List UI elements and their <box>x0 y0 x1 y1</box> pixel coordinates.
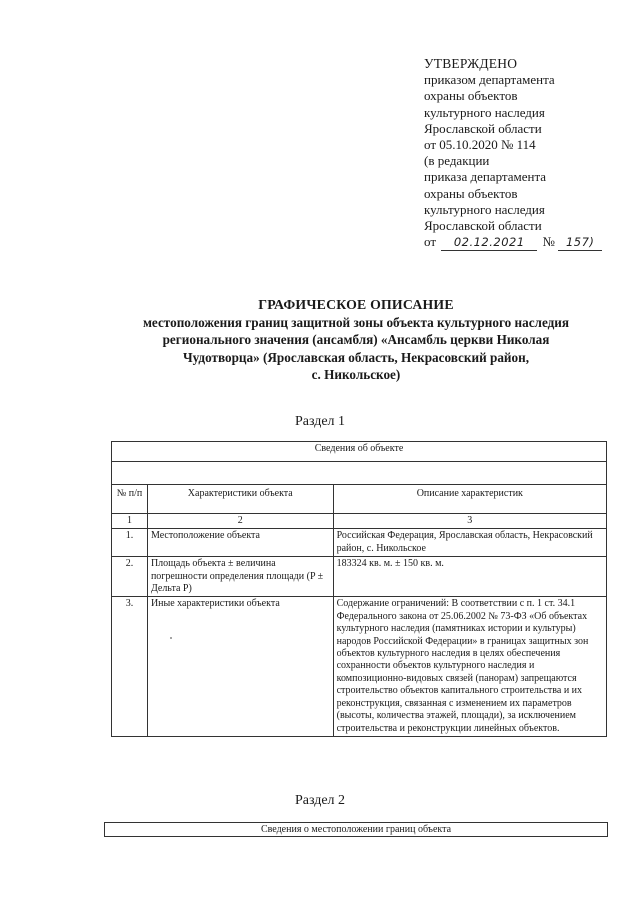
column-number: 2 <box>147 514 333 529</box>
approval-line: культурного наследия <box>424 201 545 217</box>
document-title <box>96 296 616 384</box>
approval-number-prefix: № <box>542 234 555 250</box>
row-number: 1. <box>112 529 148 557</box>
section-1-label: Раздел 1 <box>294 414 346 429</box>
title-line: регионального значения (ансамбля) «Ансамбль церкви Николая <box>162 332 550 347</box>
row-characteristic: Местоположение объекта <box>147 529 333 557</box>
header-number: № п/п <box>112 485 148 514</box>
approval-block <box>424 56 634 251</box>
object-info-table <box>111 441 607 737</box>
table-row <box>112 529 607 557</box>
approval-heading: УТВЕРЖДЕНО <box>424 56 518 71</box>
table-title: Сведения об объекте <box>112 442 607 462</box>
column-number: 3 <box>333 514 606 529</box>
table-spacer-row <box>112 462 607 485</box>
approval-line: приказа департамента <box>424 169 547 185</box>
row-description: 183324 кв. м. ± 150 кв. м. <box>333 557 606 597</box>
table-header-row <box>112 485 607 514</box>
approval-line: (в редакции <box>424 153 490 169</box>
table-title-row <box>112 442 607 462</box>
column-number: 1 <box>112 514 148 529</box>
row-description: Содержание ограничений: В соответствии с п. 1 ст. 34.1 Федерального закона от 25.06.2002 № 73-ФЗ «Об объектах культурного наследия (памятниках истории и культуры) народов Российской Федерации» в границах защитных зон объектов культурного наследия в целях обеспечения сохранности объектов культурного наследия и композиционно-видовых связей (панорам) запрещаются строительство объектов капитального строительства и их реконструкция, связанная с изменением их параметров (высоты, количества этажей, площади), за исключением строительства и реконструкции линейных объектов. <box>333 597 606 736</box>
approval-line: от 05.10.2020 № 114 <box>424 137 536 153</box>
column-number-row <box>112 514 607 529</box>
handwritten-date: 02.12.2021 <box>441 234 537 251</box>
approval-line: охраны объектов <box>424 88 518 104</box>
title-heading: ГРАФИЧЕСКОЕ ОПИСАНИЕ <box>258 297 454 312</box>
approval-line: приказом департамента <box>424 72 555 88</box>
row-description: Российская Федерация, Ярославская область, Некрасовский район, с. Никольское <box>333 529 606 557</box>
table-row <box>112 597 607 736</box>
row-characteristic: Иные характеристики объекта <box>147 597 333 736</box>
header-description: Описание характеристик <box>333 485 606 514</box>
row-characteristic: Площадь объекта ± величина погрешности определения площади (P ± Дельта P) <box>147 557 333 597</box>
title-line: местоположения границ защитной зоны объекта культурного наследия <box>142 314 570 330</box>
title-line: Чудотворца» (Ярославская область, Некрасовский район, <box>182 349 530 365</box>
approval-line: охраны объектов <box>424 185 518 201</box>
approval-date-prefix: от <box>424 234 437 250</box>
approval-line: Ярославской области <box>424 120 542 136</box>
section-2-label: Раздел 2 <box>294 793 346 808</box>
section-2-table-title: Сведения о местоположении границ объекта <box>104 822 608 837</box>
title-line: с. Никольское) <box>311 367 401 382</box>
row-number: 2. <box>112 557 148 597</box>
approval-line: культурного наследия <box>424 104 545 120</box>
handwritten-number: 157) <box>558 234 602 251</box>
table-row <box>112 557 607 597</box>
approval-line: Ярославской области <box>424 218 542 234</box>
approval-signature-line <box>424 234 634 251</box>
header-characteristic: Характеристики объекта <box>147 485 333 514</box>
row-number: 3. <box>112 597 148 736</box>
scan-speck <box>170 637 172 639</box>
